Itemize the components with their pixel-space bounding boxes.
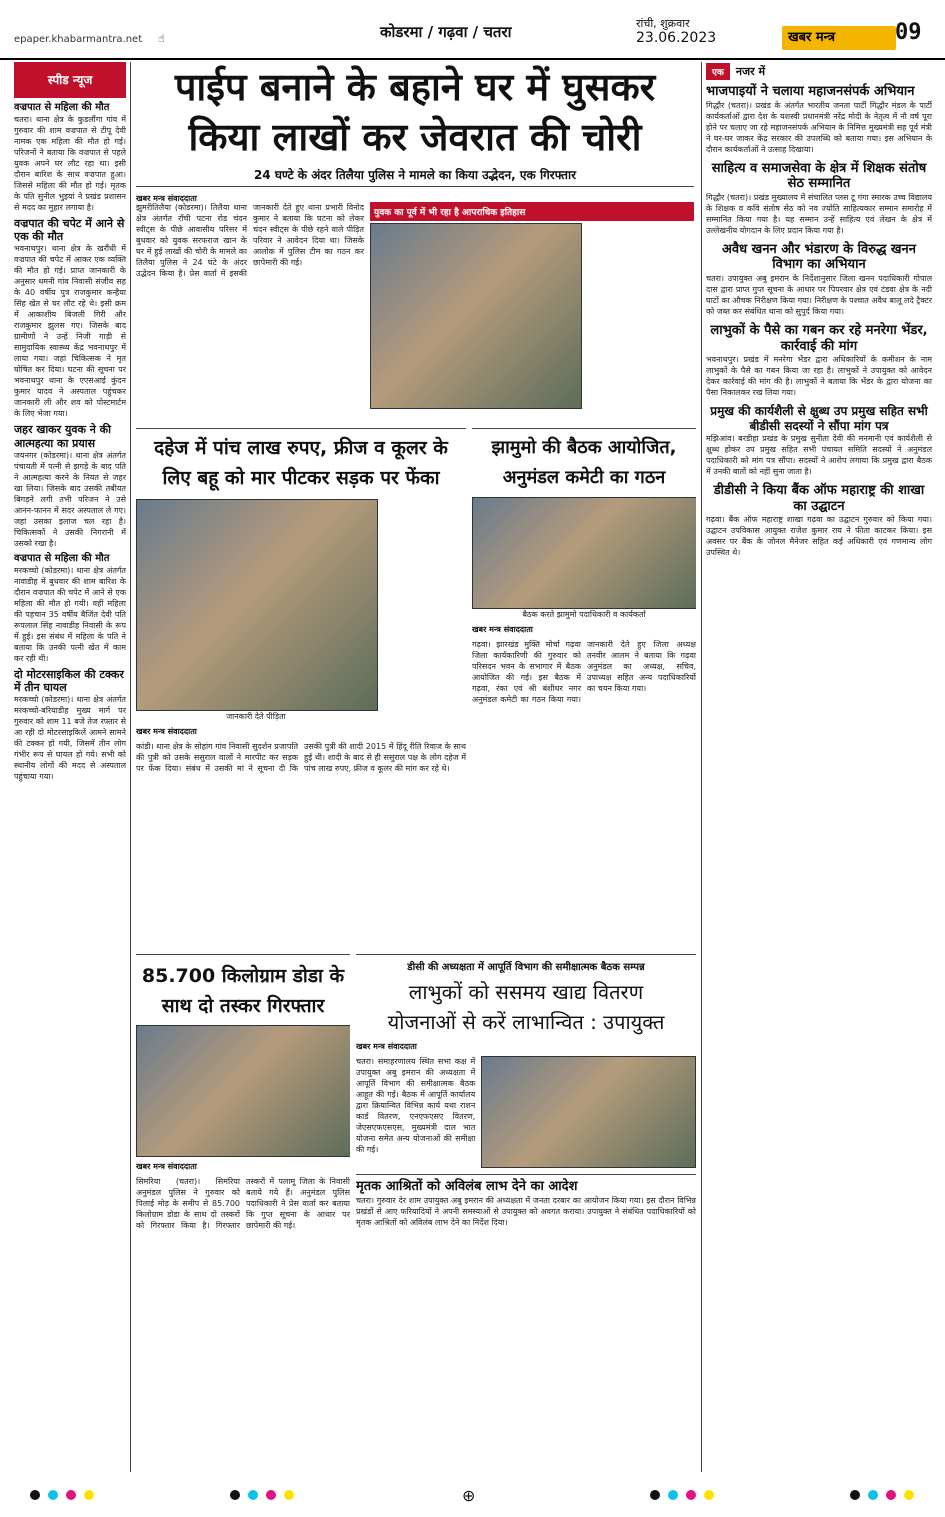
issue-date: 23.06.2023 [636,30,717,46]
dowry-byline: खबर मन्त्र संवाददाता [136,727,197,736]
footer-registration-marks [0,1482,945,1512]
meeting-body: गढ़वा। झारखंड मुक्ति मोर्चा गढ़वा जिला कार्यकारिणी की गुरुवार को परिसदन भवन के सभागार में बैठक आयोजित की गई। इस बैठक में गढ़वा, रंका एवं श्री बंशीधर नगर अनुमंडल कमेटी का गठन किया गया। जानकारी देते हुए जिला अध्यक्ष तनवीर आलम ने बताया कि गढ़वा अनुमंडल का अध्यक्ष, सचिव, उपाध्यक्ष सहित अन्य पदाधिकारियों का चयन किया गया। [472,640,696,704]
main-story [136,62,694,424]
news-body: गिद्धौर (चतरा)। प्रखंड मुख्यालय में संचालित प्लस टू गंगा स्मारक उच्च विद्यालय के शिक्षक व कवि संतोष सेठ को नव ज्योति साहित्यकार सम्मान समारोह में सम्मानित किया गया है। यह सम्मान उन्हें साहित्य एवं लेखन के क्षेत्र में उल्लेखनीय योगदान के लिए प्रदान किया गया है। [706,192,932,235]
cursor-icon: ☝ [158,32,165,45]
news-title: वज्रपात से महिला की मौत [14,102,110,113]
meeting-photo [472,497,696,609]
headline-line: लिए बहू को मार पीटकर सड़क पर फेंका [162,467,440,489]
main-photo [370,223,582,409]
news-body: गिद्धौर (चतरा)। प्रखंड के अंतर्गत भारतीय जनता पार्टी गिद्धौर मंडल के पार्टी कार्यकर्ताओं द्वारा देश के यशस्वी प्रधानमंत्री नरेंद्र मोदी के नेतृत्व में नौ वर्ष पूरा होने पर चलाए जा रहे महाजनसंपर्क अभियान के निमित्त मुख्यमंत्री सह पूर्व मंत्री ने घर-घर जाकर केंद्र सरकार की उपलब्धि को बताया गया। इस अभियान के दौरान कार्यकर्ताओं ने उत्साह दिखाया। [706,100,932,154]
dc-body: चतरा। समाहरणालय स्थित सभा कक्ष में उपायुक्त अबु इमरान की अध्यक्षता में आपूर्ति विभाग की समीक्षात्मक बैठक आहूत की गई। बैठक में आपूर्ति कार्यालय द्वारा क्रियान्वित विभिन्न कार्य यथा राशन कार्ड वितरण, एनएफएसए वितरण, जेएसएफएसएस, मुख्यमंत्री दाल भात योजना समेत अन्य योजनाओं की समीक्षा की गई। [356,1057,476,1154]
color-dot [266,1490,276,1500]
main-body-wrap [136,202,364,279]
brand-text: खबर मन्त्र [788,30,836,45]
registration-target-icon: ⊕ [462,1486,476,1505]
left-column [14,62,126,1472]
meeting-story [472,428,696,949]
city-day: रांची, शुक्रवार [636,17,690,30]
dc-kicker: डीसी की अध्यक्षता में आपूर्ति विभाग की समीक्षात्मक बैठक सम्पन्न [407,962,645,973]
doda-headline [136,961,350,1021]
news-title: अवैध खनन और भंडारण के विरुद्ध खनन विभाग का अभियान [722,241,916,273]
headline-line: झामुमो की बैठक आयोजित, [491,437,677,458]
mritak-title: मृतक आश्रितों को अविलंब लाभ देने का आदेश [356,1179,578,1194]
color-dot [668,1490,678,1500]
photo-caption: जानकारी देते पीड़िता [226,712,286,721]
dowry-headline [136,433,466,493]
color-dot [650,1490,660,1500]
news-title: भाजपाइयों ने चलाया महाजनसंपर्क अभियान [706,84,915,99]
speed-news-badge: स्पीड न्यूज [14,62,126,98]
news-title: जहर खाकर युवक ने की आत्महत्या का प्रयास [14,423,111,450]
news-item [706,84,932,155]
brand-logo [782,26,896,50]
headline-line: अनुमंडल कमेटी का गठन [502,467,666,488]
news-body: मरकच्चो (कोडरमा)। थाना क्षेत्र अंतर्गत मरकच्चो-बरियाडीह मुख्य मार्ग पर गुरुवार को शाम 11 बजे तेज रफ्तार से आ रही दो मोटरसाइकिलें आमने सामने की टक्कर हो गयी, जिसमें तीन लोग गंभीर रूप से घायल हो गये। सभी को स्थानीय लोगों की मदद से अस्पताल पहुंचाया गया। [14,695,126,782]
news-item [14,102,126,213]
ek-nazar-badge [706,62,932,80]
epaper-url[interactable]: epaper.khabarmantra.net [14,34,143,45]
page-number: 09 [895,20,922,45]
meeting-headline [472,433,696,493]
color-dot [30,1490,40,1500]
news-item [14,217,126,419]
dowry-photo [136,499,378,711]
color-dot [886,1490,896,1500]
doda-photo [136,1025,350,1157]
color-dot [686,1490,696,1500]
dc-byline: खबर मन्त्र संवाददाता [356,1042,417,1051]
headline-line: 85.700 किलोग्राम डोडा के [141,965,345,987]
column-rule [701,62,702,1472]
badge-small: एक [706,63,730,80]
photo-label: युवक का पूर्व में भी रहा है आपराधिक इतिहास [370,202,694,221]
mritak-box [356,1174,696,1228]
dowry-body: कांडी। थाना क्षेत्र के सोहांग गांव निवासी सुदर्शन प्रजापति की पुत्री को उसके ससुराल वालों ने मारपीट कर सड़क पर फेंक दिया। संबंध में उसकी मां ने सूचना दी कि उसकी पुत्री की शादी 2015 में हिंदू रीति रिवाज के साथ हुई थी। शादी के बाद से ही ससुराल पक्ष के लोग दहेज में पांच लाख रुपए, फ्रीज व कूलर की मांग कर रहे थे। [136,742,466,773]
doda-story [136,954,350,1475]
color-dot [284,1490,294,1500]
color-dot [704,1490,714,1500]
dc-story [356,954,696,1475]
doda-body: सिमरिया (चतरा)। सिमरिया अनुमंडल पुलिस ने गुरुवार को पिलाई मोड़ के समीप से 85.700 किलोग्राम डोडा के साथ दो तस्करों को गिरफ्तार किया है। गिरफ्तार तस्करों में पलामू जिला के निवासी बताये गये हैं। अनुमंडल पुलिस पदाधिकारी ने प्रेस वार्ता कर बताया कि गुप्त सूचना के आधार पर छापेमारी की गई। [136,1177,350,1230]
mritak-body: चतरा। गुरुवार देर शाम उपायुक्त अबु इमरान की अध्यक्षता में जनता दरबार का आयोजन किया गया। इस दौरान विभिन्न प्रखंडों से आए फरियादियों ने अपनी समस्याओं से उपायुक्त को अवगत कराया। उपायुक्त ने संबंधित पदाधिकारियों को मृतक आश्रितों को अविलंब लाभ देने का निर्देश दिया। [356,1195,696,1227]
page-header [0,0,945,60]
news-item [14,668,126,782]
news-body: भवनाथपुर। प्रखंड में मनरेगा भेंडर द्वारा अधिकारियों के कमीशन के नाम लाभुकों के पैसे का गबन किया जा रहा है। लाभुकों ने उपायुक्त को आवेदन देकर कार्रवाई की मांग की है। लाभुकों ने बताया कि भेंडर के द्वारा योजना का पैसा निकालकर रख लिया गया। [706,355,932,398]
color-dot [230,1490,240,1500]
news-body: गढ़वा। बैंक ऑफ महाराष्ट्र शाखा गढ़वा का उद्घाटन गुरुवार को किया गया। उद्घाटन उपविकास आयुक्त राजेश कुमार राय ने फीता काटकर किया। इस अवसर पर बैंक के जोनल मैनेजर सहित कई अधिकारी एवं गणमान्य लोग उपस्थित थे। [706,515,932,558]
color-dot [904,1490,914,1500]
news-body: चतरा। थाना क्षेत्र के कुडलौंगा गांव में गुरुवार की शाम वज्रपात से टीपू देवी नामक एक महिला की मौत हो गई। परिजनों ने बताया कि वज्रपात से पहले युवक अपने घर लौट रहा था। इसी दौरान बारिश के साथ वज्रपात हुआ। जिससे महिला की मौत हो गई। मृतक के पति सुनील भुइयां ने प्रखंड प्रशासन से मदद का मुहार लगाया है। [14,115,126,212]
news-item [706,161,932,236]
main-photo-block [370,202,694,422]
news-body: मरकच्चो (कोडरमा)। थाना क्षेत्र अंतर्गत नावाडीह में बुधवार की शाम बारिश के दौरान वज्रपात की चपेट में आने से एक महिला की मौत हो गयी। वहीं महिला की पहचान 35 वर्षीय बैजिंत देवी पति रूपलाल सिंह नावाडीह निवासी के रूप में हुई। इस संबंध में महिला के पति ने बताया कि उनकी पत्नी खेत में काम कर रही थी। [14,565,126,663]
news-body: जयनगर (कोडरमा)। थाना क्षेत्र अंतर्गत पंचायती में पत्नी से झगड़े के बाद पति ने आत्महत्या करने के नियत से जहर खा लिया। जिसके बाद उसकी तबीयत बिगड़ने लगी तभी परिजन ने उसे आनन-फानन में सदर अस्पताल ले गए। जहां उसका इलाज चल रहा है। चिकित्सकों ने उसकी निगरानी में उसको रखा है। [14,450,126,548]
section-title: कोडरमा / गढ़वा / चतरा [380,23,512,41]
news-title: लाभुकों के पैसे का गबन कर रहे मनरेगा भेंडर, कार्रवाई की मांग [710,322,928,354]
news-title: प्रमुख की कार्यशैली से क्षुब्ध उप प्रमुख सहित सभी बीडीसी सदस्यों ने सौंपा मांग पत्र [710,404,928,433]
news-body: चतरा। उपायुक्त अबु इमरान के निर्देशानुसार जिला खनन पदाधिकारी गोपाल दास द्वारा प्राप्त गुप्त सूचना के आधार पर पिपरवार क्षेत्र एवं टंडवा क्षेत्र के नदी घाटों का औचक निरीक्षण किया गया। निरीक्षण के पश्चात अवैध बालू लदे ट्रैक्टर को जब्त कर संबंधित थाना को सुपुर्द किया गया। [706,273,932,316]
color-dot [248,1490,258,1500]
dc-photo [481,1056,696,1168]
news-body: मझिआंव। बरडीहा प्रखंड के प्रमुख सुनीता देवी की मनमानी एवं कार्यशैली से क्षुब्ध होकर उप प्रमुख सहित सभी पंचायत समिति सदस्यों ने अनुमंडल पदाधिकारी को मांग पत्र सौंपा। सदस्यों ने आरोप लगाया कि प्रमुख द्वारा बैठक में उनकी बातों को नहीं सुना जाता है। [706,433,932,476]
color-dot [48,1490,58,1500]
news-item [706,483,932,558]
dc-headline [356,977,696,1037]
photo-caption: बैठक करते झामुमो पदाधिकारी व कार्यकर्ता [522,610,646,619]
main-byline: खबर मन्त्र संवाददाता [136,194,197,203]
news-title: वज्रपात की चपेट में आने से एक की मौत [14,217,125,244]
badge-title: नजर में [735,64,766,78]
news-item [14,423,126,548]
headline-line: दहेज में पांच लाख रुपए, फ्रीज व कूलर के [154,437,448,459]
dowry-story [136,428,466,949]
news-title: साहित्य व समाजसेवा के क्षेत्र में शिक्षक संतोष सेठ सम्मानित [711,160,927,192]
news-item [706,404,932,477]
news-item [706,242,932,317]
doda-byline: खबर मन्त्र संवाददाता [136,1162,197,1171]
main-body: झुमरीतिलैया (कोडरमा)। तिलैया थाना क्षेत्र अंतर्गत राँची पटना रोड चंदन स्वीट्स के पीछे आवासीय परिसर में बुधवार को युवक सरफराज खान के घर में हुई लाखों की चोरी के मामले का तिलैया पुलिस ने 24 घंटे के अंदर उद्भेदन किया है। प्रेस वार्ता में इसकी जानकारी देते हुए थाना प्रभारी विनोद कुमार ने बताया कि घटना को लेकर चंदन स्वीट्स के पीछे रहने वाले पीड़ित परिवार ने आवेदन दिया था। जिसके आलोक में पुलिस टीम का गठन कर छापेमारी की गई। [136,203,364,278]
news-item [14,553,126,664]
main-subhead: 24 घण्टे के अंदर तिलैया पुलिस ने मामले का किया उद्भेदन, एक गिरफ्तार [136,166,694,187]
headline-line: योजनाओं से करें लाभान्वित : उपायुक्त [387,1010,665,1034]
headline-line: लाभुकों को ससमय खाद्य वितरण [408,980,644,1004]
news-title: दो मोटरसाइकिल की टक्कर में तीन घायल [14,667,124,694]
color-dot [84,1490,94,1500]
headline-line: पाईप बनाने के बहाने घर में घुसकर [174,65,656,109]
right-column [706,62,932,1472]
news-title: डीडीसी ने किया बैंक ऑफ महाराष्ट्र की शाखा का उद्घाटन [713,482,925,514]
news-body: भवनाथपुर। थाना क्षेत्र के खरौंधी में वज्रपात की चपेट में आकर एक व्यक्ति की मौत हो गई। प्राप्त जानकारी के अनुसार धमनी गांव निवासी संजीव सह के 40 वर्षीय पुत्र राजकुमार कन्हैया सिंह खेत से घर लौट रहे थे। इसी क्रम में आकाशीय बिजली गिरी और राजकुमार झुलस गए। जिसके बाद ग्रामीणों ने उन्हें निजी गाड़ी से सामुदायिक स्वास्थ्य केंद्र भवनाथपुर में लाया गया। जहां चिकित्सक ने मृत घोषित कर दिया। घटना की सूचना पर भवनाथपुर थाना के एएसआई कुंदन कुमार यादव ने अस्पताल पहुंचकर जानकारी ली और शव को पोस्टमार्टम के लिए भेजा गया। [14,244,126,419]
headline-line: किया लाखों कर जेवरात की चोरी [188,115,642,159]
column-rule [130,62,131,1472]
news-item [706,323,932,398]
color-dot [868,1490,878,1500]
headline-line: साथ दो तस्कर गिरफ्तार [161,995,325,1017]
dateline [636,16,716,46]
meeting-byline: खबर मन्त्र संवाददाता [472,625,533,634]
main-headline [136,62,694,162]
color-dot [850,1490,860,1500]
color-dot [66,1490,76,1500]
news-title: वज्रपात से महिला की मौत [14,552,110,564]
